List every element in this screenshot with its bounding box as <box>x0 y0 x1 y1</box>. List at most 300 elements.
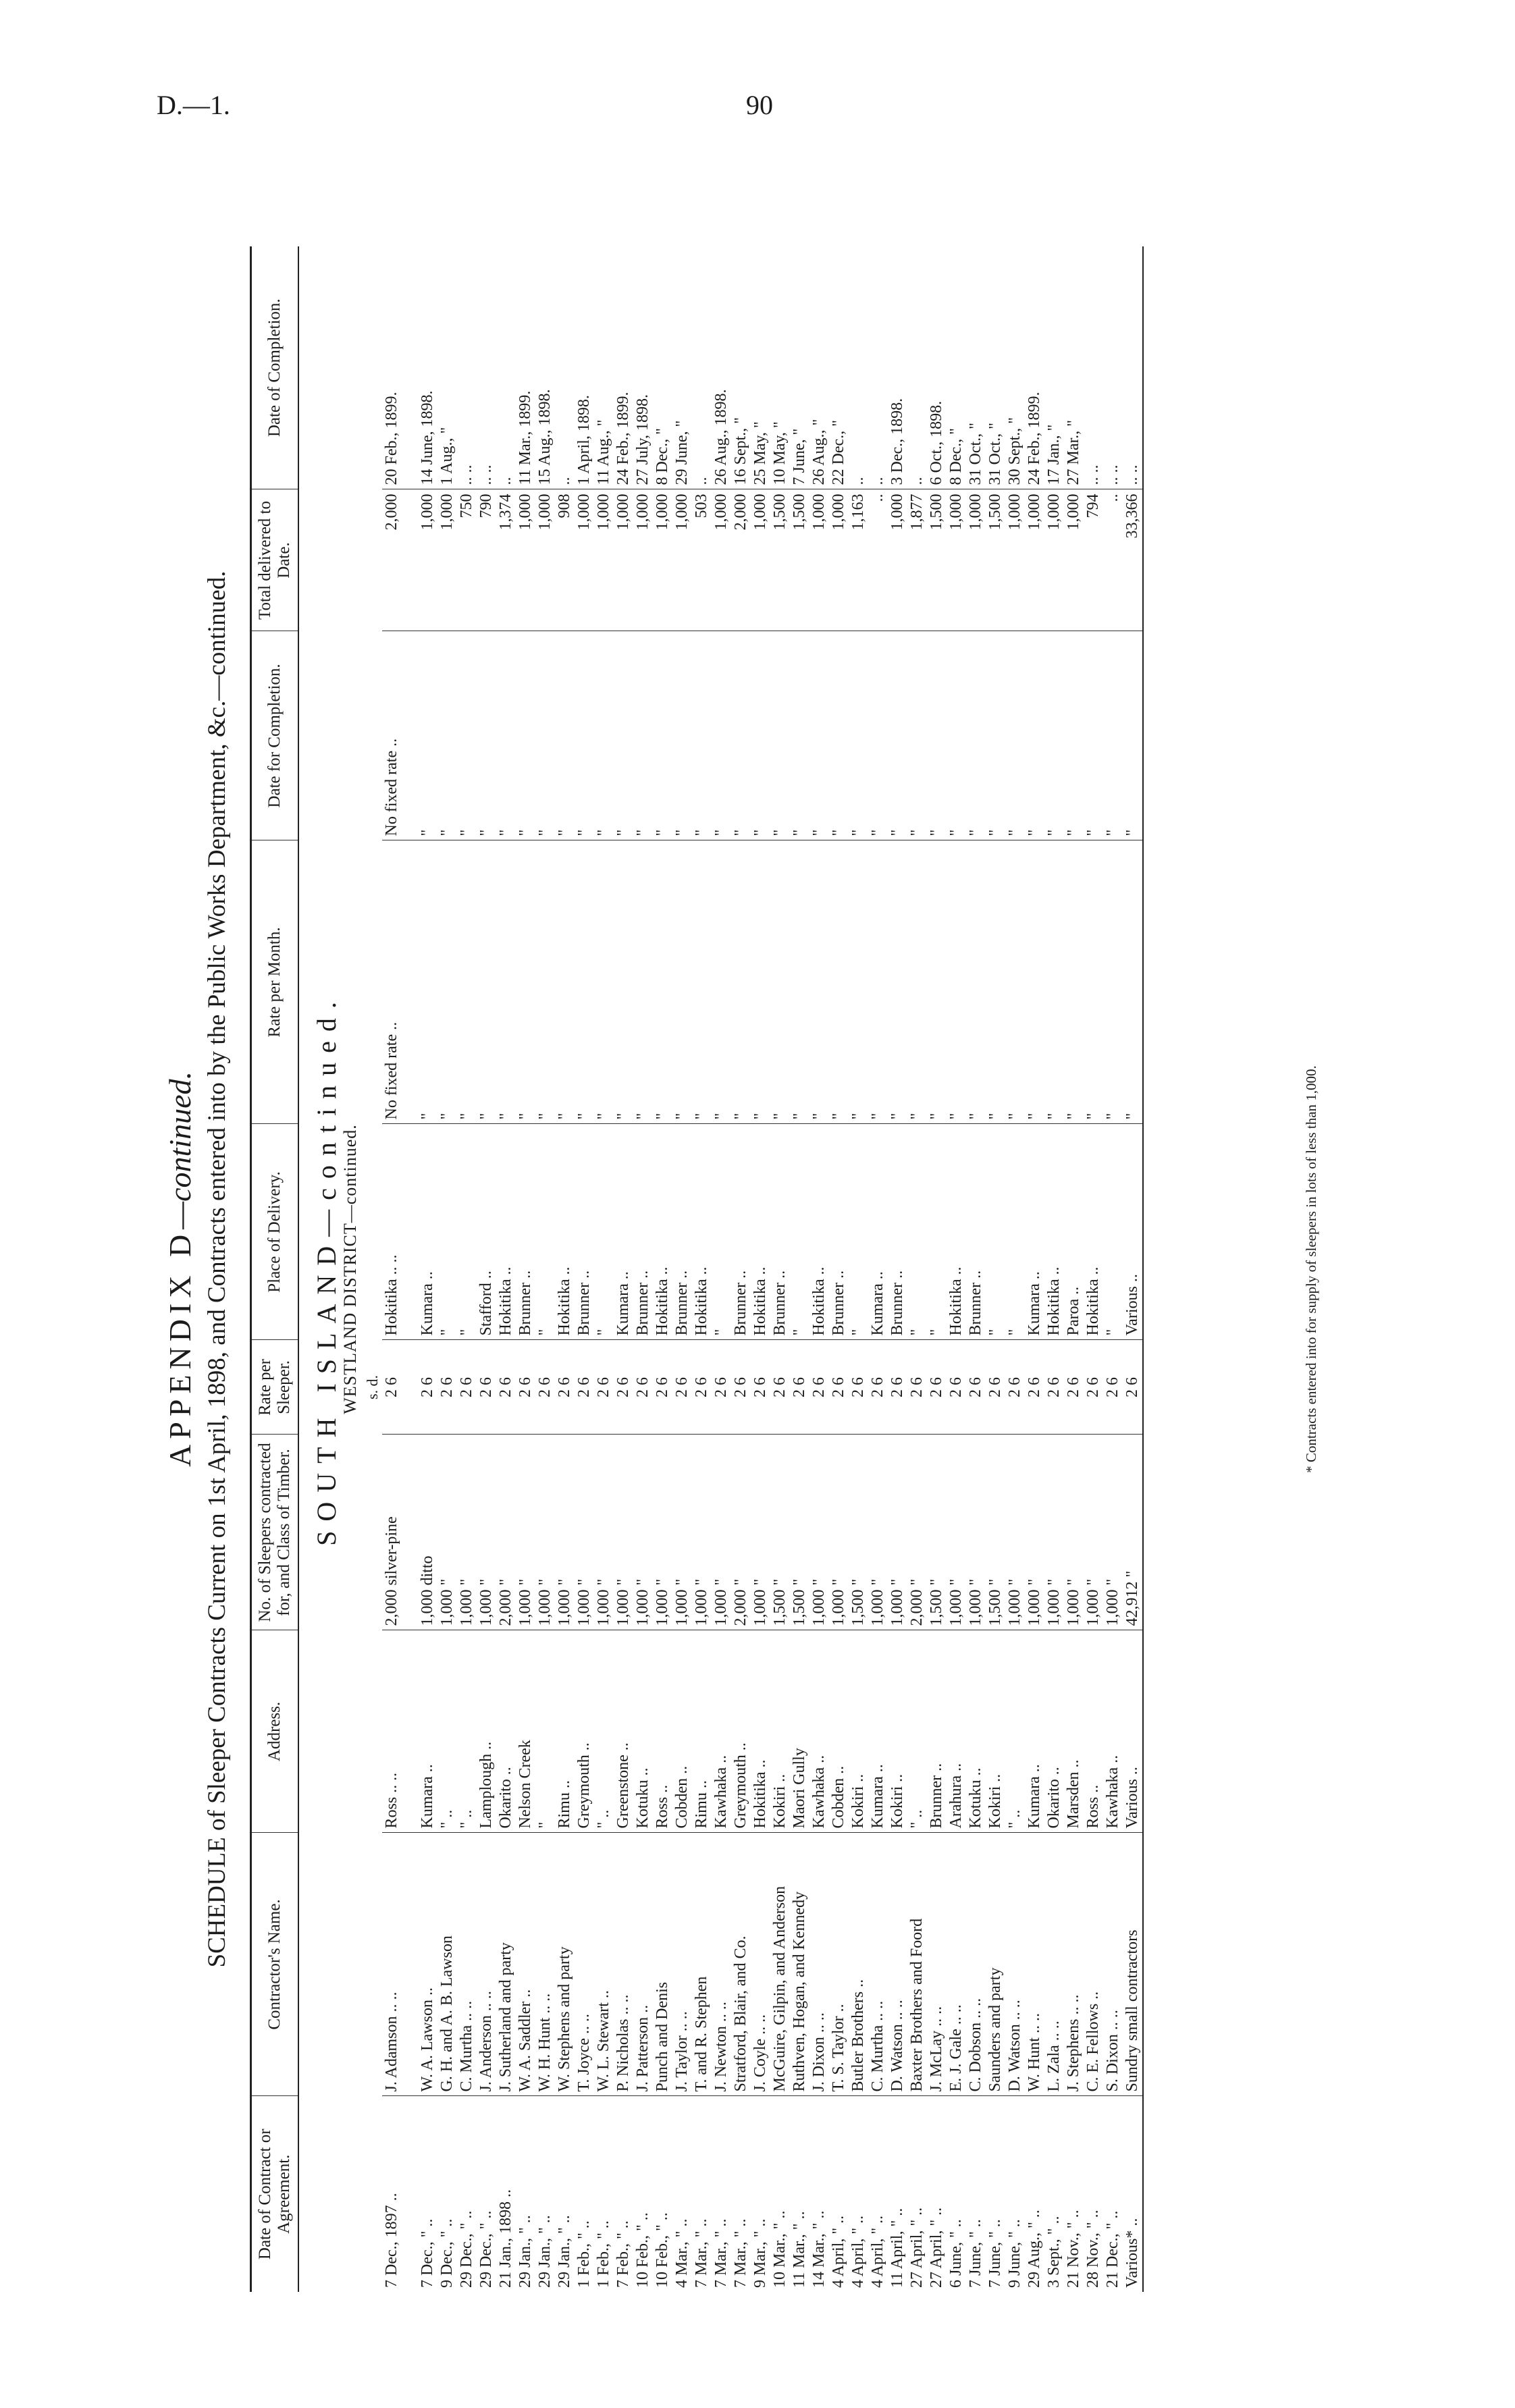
table-cell: 11 April, " .. <box>888 2208 906 2288</box>
table-cell: " <box>516 840 535 1124</box>
table-cell: 21 Dec., " .. <box>1104 2210 1121 2288</box>
table-cell: J. McLay .. .. <box>927 1833 947 2096</box>
table-row <box>1123 246 1143 2292</box>
table-cell: Stratford, Blair, and Co. <box>731 1833 751 2096</box>
table-cell: " <box>809 631 829 840</box>
column-header: Date for Completion. <box>251 631 299 840</box>
table-cell: 9 June, " .. <box>1006 2219 1024 2288</box>
table-cell: " <box>829 840 849 1124</box>
table-cell: 24 Feb., 1899. <box>614 246 633 489</box>
table-cell: " <box>496 631 516 840</box>
table-cell: Brunner .. <box>672 1124 692 1340</box>
table-cell: " <box>535 631 555 840</box>
table-cell: " <box>555 840 575 1124</box>
table-cell: 2 6 <box>888 1340 907 1435</box>
sleeper-contracts-table <box>250 246 1144 2292</box>
table-row <box>849 246 868 2292</box>
table-cell: " <box>927 1124 947 1340</box>
table-cell: C. Murtha .. .. <box>868 1833 888 2096</box>
table-cell: 4 Mar., " .. <box>673 2218 691 2288</box>
table-cell: " .. <box>457 1630 477 1833</box>
table-cell <box>402 631 418 840</box>
table-cell <box>402 1630 418 1833</box>
table-cell: Saunders and party <box>986 1833 1005 2096</box>
table-cell: " <box>437 1124 457 1340</box>
table-cell: .. <box>849 246 868 489</box>
table-cell: 29 Dec., " .. <box>477 2210 495 2288</box>
table-cell: 7 Dec., " .. <box>419 2218 436 2288</box>
table-row <box>1005 246 1025 2292</box>
table-cell: " <box>947 840 966 1124</box>
table-row <box>535 246 555 2292</box>
table-cell: 29 Dec., " .. <box>458 2210 475 2288</box>
table-cell: " <box>1025 840 1044 1124</box>
table-cell: 1,500 <box>986 489 1005 631</box>
table-cell: " <box>712 1124 731 1340</box>
table-cell: 2,000 " <box>731 1435 751 1630</box>
table-cell: 21 Nov., " .. <box>1065 2210 1082 2288</box>
table-cell: 2 6 <box>535 1340 555 1435</box>
table-cell: " <box>751 840 770 1124</box>
table-cell: 1,000 <box>1044 489 1064 631</box>
table-cell: J. Adamson .. .. <box>382 1833 402 2096</box>
table-cell: 9 Dec., " .. <box>438 2218 456 2288</box>
table-cell: 1,000 <box>947 489 966 631</box>
table-cell: Kotuku .. <box>966 1630 986 1833</box>
table-cell: 7 Dec., 1897 .. <box>383 2193 400 2288</box>
table-cell: Ross .. <box>1084 1630 1103 1833</box>
table-cell: " <box>986 840 1005 1124</box>
table-cell: 1,000 " <box>555 1435 575 1630</box>
table-cell: Paroa .. <box>1064 1124 1084 1340</box>
table-cell: 2,000 " <box>496 1435 516 1630</box>
table-cell: E. J. Gale .. .. <box>947 1833 966 2096</box>
table-cell: J. Sutherland and party <box>496 1833 516 2096</box>
table-cell: Brunner .. <box>927 1630 947 1833</box>
table-cell: Hokitika .. .. <box>382 1124 402 1340</box>
table-cell: Cobden .. <box>829 1630 849 1833</box>
table-cell: 2 6 <box>575 1340 594 1435</box>
table-cell: 2 6 <box>477 1340 496 1435</box>
table-cell: 1,000 <box>516 489 535 631</box>
table-cell: 29 Jan., " .. <box>516 2215 534 2288</box>
table-cell: 1,000 <box>437 489 457 631</box>
table-cell: 2 6 <box>1084 1340 1103 1435</box>
table-cell: " <box>1103 1124 1123 1340</box>
table-row <box>1084 246 1103 2292</box>
table-cell: " <box>712 840 731 1124</box>
table-cell: 2 6 <box>1044 1340 1064 1435</box>
table-cell: C. Murtha .. .. <box>457 1833 477 2096</box>
table-cell: Kumara .. <box>614 1124 633 1340</box>
table-cell: 7 June, " .. <box>967 2219 984 2288</box>
column-header: Rate per Sleeper. <box>251 1340 299 1435</box>
table-cell: " <box>437 840 457 1124</box>
table-cell: " <box>849 1124 868 1340</box>
table-cell: Hokitika .. <box>809 1124 829 1340</box>
column-header: Total delivered to Date. <box>251 489 299 631</box>
table-cell: 2,000 <box>382 489 402 631</box>
table-cell: " <box>1044 631 1064 840</box>
table-cell: Sundry small contractors <box>1123 1833 1143 2096</box>
table-cell: " <box>1123 840 1143 1124</box>
table-cell: " .. <box>437 1630 457 1833</box>
table-cell: 3 Dec., 1898. <box>888 246 907 489</box>
section-row <box>298 246 336 2292</box>
table-cell: 2 6 <box>1005 1340 1025 1435</box>
table-cell: 27 Mar., " <box>1064 246 1084 489</box>
table-cell: W. Stephens and party <box>555 1833 575 2096</box>
table-cell: T. and R. Stephen <box>692 1833 712 2096</box>
table-cell: 1,000 " <box>1064 1435 1084 1630</box>
footnote: * Contracts entered into for supply of sleepers in lots of less than 1,000. <box>1303 1065 1319 1473</box>
table-cell: 27 July, 1898. <box>633 246 653 489</box>
table-cell: 2 6 <box>672 1340 692 1435</box>
rate-units: s. d. <box>364 1374 381 1400</box>
table-cell: 2 6 <box>712 1340 731 1435</box>
table-cell: 1,000 <box>575 489 594 631</box>
table-cell: 1,000 " <box>1005 1435 1025 1630</box>
table-cell: 2 6 <box>555 1340 575 1435</box>
table-cell: .. <box>868 489 888 631</box>
table-cell: Lamplough .. <box>477 1630 496 1833</box>
table-cell: " <box>535 1630 555 1833</box>
table-cell: 2 6 <box>790 1340 809 1435</box>
table-cell: Stafford .. <box>477 1124 496 1340</box>
table-cell: 1,000 " <box>692 1435 712 1630</box>
table-cell: 1,000 " <box>829 1435 849 1630</box>
table-cell: " <box>1123 631 1143 840</box>
table-cell: Okarito .. <box>496 1630 516 1833</box>
table-cell: " <box>672 631 692 840</box>
table-cell: Kokiri .. <box>888 1630 907 1833</box>
table-cell: 8 Dec., " <box>653 246 672 489</box>
table-cell: Ross .. <box>653 1630 672 1833</box>
table-cell: 2 6 <box>966 1340 986 1435</box>
table-cell: Greenstone .. <box>614 1630 633 1833</box>
table-row <box>496 246 516 2292</box>
table-cell: " <box>594 1124 614 1340</box>
table-cell: 26 Aug., " <box>809 246 829 489</box>
table-row <box>751 246 770 2292</box>
table-cell: Hokitika .. <box>751 1124 770 1340</box>
table-cell: 1,500 " <box>849 1435 868 1630</box>
table-cell: 2 6 <box>633 1340 653 1435</box>
table-cell: " <box>1064 631 1084 840</box>
table-row <box>1064 246 1084 2292</box>
table-cell: 1,000 <box>1064 489 1084 631</box>
table-cell: 1,000 " <box>1044 1435 1064 1630</box>
table-cell: 1,000 " <box>809 1435 829 1630</box>
table-cell: 15 Aug., 1898. <box>535 246 555 489</box>
table-cell: Hokitika .. <box>496 1124 516 1340</box>
table-cell: .. <box>496 246 516 489</box>
table-cell: 2 6 <box>457 1340 477 1435</box>
table-cell: Kumara .. <box>418 1124 437 1340</box>
table-row <box>594 246 614 2292</box>
table-cell: 31 Oct., " <box>986 246 1005 489</box>
table-cell: 11 Mar., 1899. <box>516 246 535 489</box>
table-body <box>298 246 1143 2292</box>
table-cell: Brunner .. <box>575 1124 594 1340</box>
table-cell: " <box>457 840 477 1124</box>
table-cell: 26 Aug., 1898. <box>712 246 731 489</box>
table-cell: " <box>575 840 594 1124</box>
table-cell <box>402 489 418 631</box>
table-cell: 1,000 " <box>653 1435 672 1630</box>
island-heading: SOUTH ISLAND—continued. <box>311 992 342 1546</box>
table-cell: 908 <box>555 489 575 631</box>
table-cell: 1,000 " <box>888 1435 907 1630</box>
table-cell: " <box>496 840 516 1124</box>
table-cell: Rimu .. <box>555 1630 575 1833</box>
table-row <box>829 246 849 2292</box>
table-cell: " <box>594 631 614 840</box>
table-cell: Arahura .. <box>947 1630 966 1833</box>
table-cell: 1,000 " <box>966 1435 986 1630</box>
table-cell: " <box>927 631 947 840</box>
table-cell: " <box>888 840 907 1124</box>
table-cell: 29 Jan., " .. <box>556 2215 573 2288</box>
table-cell: 1,000 <box>418 489 437 631</box>
table-row <box>868 246 888 2292</box>
table-cell <box>402 1435 418 1630</box>
table-cell: 16 Sept., " <box>731 246 751 489</box>
table-cell: .. <box>1103 489 1123 631</box>
table-row <box>402 246 418 2292</box>
table-cell: 1 Aug., " <box>437 246 457 489</box>
table-cell: Cobden .. <box>672 1630 692 1833</box>
table-cell: .. .. <box>1103 246 1123 489</box>
table-cell: G. H. and A. B. Lawson <box>437 1833 457 2096</box>
table-cell: 2,000 <box>731 489 751 631</box>
table-row <box>382 246 402 2292</box>
table-cell: 1,374 <box>496 489 516 631</box>
table-cell: 2 6 <box>382 1340 402 1435</box>
table-cell: 2 6 <box>1064 1340 1084 1435</box>
table-cell: Brunner .. <box>731 1124 751 1340</box>
table-cell: 503 <box>692 489 712 631</box>
table-cell: 7 Mar., " .. <box>712 2218 730 2288</box>
table-cell: 1,000 <box>966 489 986 631</box>
column-header: Rate per Month. <box>251 840 299 1124</box>
table-cell: 11 Aug., " <box>594 246 614 489</box>
table-row <box>437 246 457 2292</box>
table-cell: 2 6 <box>496 1340 516 1435</box>
table-cell: J. Anderson .. .. <box>477 1833 496 2096</box>
table-cell: Various .. <box>1123 1124 1143 1340</box>
table-cell: J. Patterson .. <box>633 1833 653 2096</box>
page-number: 90 <box>746 90 773 120</box>
table-cell: Kokiri .. <box>986 1630 1005 1833</box>
table-cell: Brunner .. <box>516 1124 535 1340</box>
table-row <box>770 246 790 2292</box>
table-cell: 2 6 <box>614 1340 633 1435</box>
table-cell: " <box>1005 631 1025 840</box>
table-cell: 1 Feb., " .. <box>575 2220 593 2288</box>
section-row <box>336 246 363 2292</box>
table-cell: " .. <box>1005 1630 1025 1833</box>
table-cell: " <box>633 840 653 1124</box>
table-cell: 1,000 <box>594 489 614 631</box>
table-cell: .. <box>868 246 888 489</box>
table-cell: " <box>418 840 437 1124</box>
table-cell: 1,500 <box>770 489 790 631</box>
table-cell: 20 Feb., 1899. <box>382 246 402 489</box>
table-cell: 2 6 <box>594 1340 614 1435</box>
table-row <box>712 246 731 2292</box>
table-cell: " <box>1044 840 1064 1124</box>
table-cell: 8 Dec., " <box>947 246 966 489</box>
table-row <box>1044 246 1064 2292</box>
table-cell: 10 Feb., " .. <box>634 2212 652 2288</box>
table-cell <box>402 840 418 1124</box>
table-cell: Kokiri .. <box>849 1630 868 1833</box>
table-cell: 1,000 <box>633 489 653 631</box>
table-row <box>947 246 966 2292</box>
table-cell: 2 6 <box>751 1340 770 1435</box>
table-cell: 27 April, " .. <box>928 2207 945 2288</box>
table-cell: Hokitika .. <box>555 1124 575 1340</box>
table-cell: 10 May, " <box>770 246 790 489</box>
table-cell: 31 Oct., " <box>966 246 986 489</box>
table-cell: " <box>437 631 457 840</box>
table-cell: " <box>868 631 888 840</box>
table-cell: " <box>594 840 614 1124</box>
table-cell: 1,000 " <box>633 1435 653 1630</box>
table-cell: 2 6 <box>731 1340 751 1435</box>
table-cell: 11 Mar., " .. <box>791 2211 808 2288</box>
table-cell: Brunner .. <box>829 1124 849 1340</box>
table-row <box>1025 246 1044 2292</box>
table-cell <box>402 2096 418 2292</box>
table-cell: .. <box>692 246 712 489</box>
table-cell: 2 6 <box>418 1340 437 1435</box>
table-cell: Baxter Brothers and Foord <box>907 1833 927 2096</box>
table-cell: .. <box>907 246 927 489</box>
table-cell: " .. <box>594 1630 614 1833</box>
table-cell: W. A. Lawson .. <box>418 1833 437 2096</box>
table-cell: No fixed rate .. <box>382 840 402 1124</box>
table-cell: .. <box>555 246 575 489</box>
table-cell: " <box>849 631 868 840</box>
table-cell: " <box>770 631 790 840</box>
table-cell: 750 <box>457 489 477 631</box>
table-cell: 4 April, " .. <box>869 2215 886 2288</box>
table-cell <box>402 1340 418 1435</box>
table-cell: 790 <box>477 489 496 631</box>
table-cell: Maori Gully <box>790 1630 809 1833</box>
table-cell: Butler Brothers .. <box>849 1833 868 2096</box>
district-heading: WESTLAND DISTRICT—continued. <box>340 1124 360 1414</box>
table-cell: 1,000 " <box>437 1435 457 1630</box>
table-cell: .. .. <box>1123 246 1143 489</box>
table-cell: 10 Mar., " .. <box>771 2210 789 2288</box>
table-cell: W. H. Hunt .. .. <box>535 1833 555 2096</box>
table-cell: 7 Feb., " .. <box>614 2220 632 2288</box>
table-cell: 2 6 <box>907 1340 927 1435</box>
table-cell: 14 Mar., " .. <box>810 2210 828 2288</box>
table-cell: " <box>751 631 770 840</box>
table-cell: 7 Mar., " .. <box>732 2218 749 2288</box>
table-cell: 1,000 " <box>1084 1435 1103 1630</box>
table-cell: 1,000 <box>535 489 555 631</box>
table-header-row <box>251 246 299 2292</box>
table-row <box>966 246 986 2292</box>
table-cell: " <box>1084 631 1103 840</box>
document-code: D.—1. <box>157 90 230 120</box>
table-cell: 17 Jan., " <box>1044 246 1064 489</box>
table-cell: 24 Feb., 1899. <box>1025 246 1044 489</box>
table-cell: " <box>907 1124 927 1340</box>
table-cell: 1,877 <box>907 489 927 631</box>
table-cell: D. Watson .. .. <box>888 1833 907 2096</box>
table-cell: No fixed rate .. <box>382 631 402 840</box>
table-cell: 1,000 <box>1025 489 1044 631</box>
table-cell: " <box>692 631 712 840</box>
table-cell: 1,000 " <box>1025 1435 1044 1630</box>
table-cell: 6 June, " .. <box>947 2219 965 2288</box>
table-cell: Hokitika .. <box>692 1124 712 1340</box>
table-cell: 2 6 <box>809 1340 829 1435</box>
table-cell: Ruthven, Hogan, and Kennedy <box>790 1833 809 2096</box>
table-cell: " <box>849 840 868 1124</box>
table-row <box>418 246 437 2292</box>
table-cell: " <box>809 840 829 1124</box>
table-cell: D. Watson .. .. <box>1005 1833 1025 2096</box>
table-cell: 1,000 <box>1005 489 1025 631</box>
table-cell: J. Newton .. .. <box>712 1833 731 2096</box>
table-cell: T. S. Taylor .. <box>829 1833 849 2096</box>
table-cell: " <box>868 840 888 1124</box>
table-cell <box>402 1833 418 2096</box>
table-cell: 1,000 " <box>712 1435 731 1630</box>
table-cell: Kumara .. <box>868 1124 888 1340</box>
table-cell: McGuire, Gilpin, and Anderson <box>770 1833 790 2096</box>
table-cell: " <box>1005 840 1025 1124</box>
table-cell: Kumara .. <box>1025 1124 1044 1340</box>
table-cell: " <box>986 631 1005 840</box>
table-cell: " <box>535 1124 555 1340</box>
table-cell: 2 6 <box>1025 1340 1044 1435</box>
table-cell: " <box>1103 631 1123 840</box>
table-row <box>653 246 672 2292</box>
table-cell: 2 6 <box>947 1340 966 1435</box>
table-cell: " <box>907 840 927 1124</box>
table-cell: W. A. Saddler .. <box>516 1833 535 2096</box>
table-cell: 1,000 <box>712 489 731 631</box>
table-cell: " <box>653 840 672 1124</box>
table-row <box>790 246 809 2292</box>
table-cell: Kawhaka .. <box>809 1630 829 1833</box>
table-cell: Various .. <box>1123 1630 1143 1833</box>
table-cell: " <box>457 631 477 840</box>
table-cell: 1,000 " <box>751 1435 770 1630</box>
table-cell: 42,912 " <box>1123 1435 1143 1630</box>
table-cell: Kawhaka .. <box>1103 1630 1123 1833</box>
table-cell: 1,000 " <box>672 1435 692 1630</box>
table-cell: 14 June, 1898. <box>418 246 437 489</box>
table-row <box>477 246 496 2292</box>
table-row <box>888 246 907 2292</box>
table-cell: " <box>633 631 653 840</box>
table-cell: 1,000 " <box>594 1435 614 1630</box>
table-cell: 1,163 <box>849 489 868 631</box>
table-cell: Kawhaka .. <box>712 1630 731 1833</box>
table-row <box>809 246 829 2292</box>
table-row <box>1103 246 1123 2292</box>
table-cell: 1 April, 1898. <box>575 246 594 489</box>
